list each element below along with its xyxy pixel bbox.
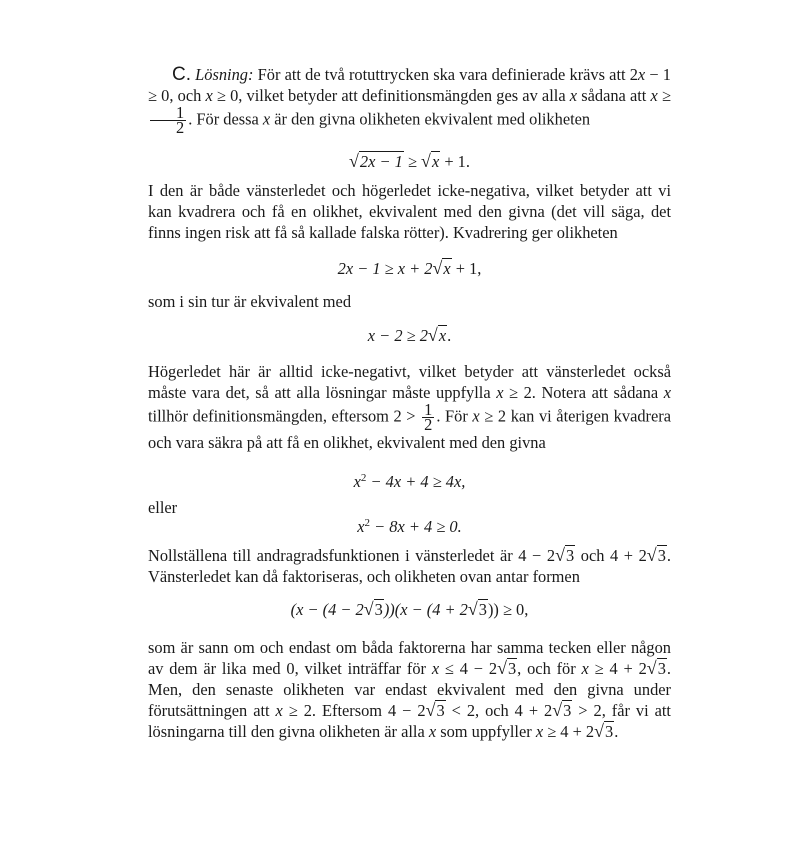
sqrt-expression: √3 bbox=[467, 599, 487, 619]
problem-label: C. bbox=[172, 64, 191, 85]
sqrt-expression: √3 bbox=[555, 545, 575, 565]
sqrt-expression: √x bbox=[432, 258, 451, 278]
solution-heading: Lösning: bbox=[195, 65, 254, 84]
equation-quadratic-2: $x^2 - 8x + 4 \ge 0$. bbox=[357, 517, 462, 536]
equation-quadratic-1: $x^2 - 4x + 4 \ge 4x$, bbox=[353, 472, 466, 491]
equation-squared: 2x − 1 ≥ x + 2√x + 1, bbox=[337, 258, 482, 278]
sqrt-expression: √3 bbox=[594, 721, 614, 741]
sqrt-expression: √x bbox=[421, 151, 440, 171]
sqrt-expression: √3 bbox=[646, 545, 666, 565]
sqrt-expression: √3 bbox=[497, 658, 517, 678]
nonnegative-paragraph: Högerledet här är alltid icke-negativt, vilket betyder att vänsterledet också måste vara det, så att alla lösningar måste uppfylla x ≥ 2. Notera att sådana x tillhör definitionsmängden, eftersom 2 > $\frac{1}{2}$ . För x ≥ 2 kan vi återigen kvadrera och vara säkra på att få en olikhet, ekvivalent med den givna bbox=[148, 362, 672, 452]
equivalent-paragraph: som i sin tur är ekvivalent med bbox=[148, 292, 352, 311]
sqrt-expression: √3 bbox=[363, 599, 383, 619]
sqrt-expression: √3 bbox=[646, 658, 666, 678]
intro-paragraph: C. Lösning: För att de två rotuttrycken ska vara definierade krävs att 2x − 1 ≥ 0, och x ≥ 0, vilket betyder att definitionsmängden ges av alla x sådana att x ≥ $\frac{1}{2}$ . För dessa x är den givna olikheten ekvivalent med olikheten bbox=[148, 64, 671, 137]
squaring-paragraph: I den är både vänsterledet och högerledet icke-negativa, vilket betyder att vi kan kvadrera och få en olikhet, ekvivalent med den givna (det vill säga, det finns ingen risk att få så kallade falska rötter). Kvadrering ger olikheten bbox=[148, 181, 671, 242]
fraction-one-half: $\frac{1}{2}$ bbox=[150, 106, 186, 135]
sqrt-expression: √3 bbox=[552, 700, 572, 720]
or-paragraph: eller bbox=[148, 498, 178, 517]
equation-simplified: x − 2 ≥ 2√x. bbox=[367, 325, 452, 345]
equation-root-inequality: √2x − 1 ≥ √x + 1. bbox=[349, 151, 470, 171]
intro-text-a: För att de två rotuttrycken ska vara definierade krävs att 2 bbox=[257, 65, 638, 84]
roots-paragraph: Nollställena till andragradsfunktionen i vänsterledet är 4 − 2√3 och 4 + 2√3. Vänsterledet kan då faktoriseras, och olikheten ovan antar formen bbox=[148, 545, 671, 586]
sqrt-expression: √2x − 1 bbox=[349, 151, 403, 171]
sqrt-expression: √3 bbox=[425, 700, 445, 720]
equation-factored: (x − (4 − 2√3))(x − (4 + 2√3)) ≥ 0, bbox=[290, 599, 529, 619]
sqrt-expression: √x bbox=[427, 325, 447, 345]
fraction-one-half: $\frac{1}{2}$ bbox=[424, 400, 433, 434]
conclusion-paragraph: som är sann om och endast om båda faktorerna har samma tecken eller någon av dem är lika med 0, vilket inträffar för x ≤ 4 − 2√3, och för x ≥ 4 + 2√3. Men, den senaste olikheten var endast ekvivalent med den givna under förutsättningen att x ≥ 2. Eftersom 4 − 2√3 < 2, och 4 + 2√3 > 2, får vi att lösningarna till den givna olikheten är alla x som uppfyller x ≥ 4 + 2√3. bbox=[148, 638, 671, 741]
